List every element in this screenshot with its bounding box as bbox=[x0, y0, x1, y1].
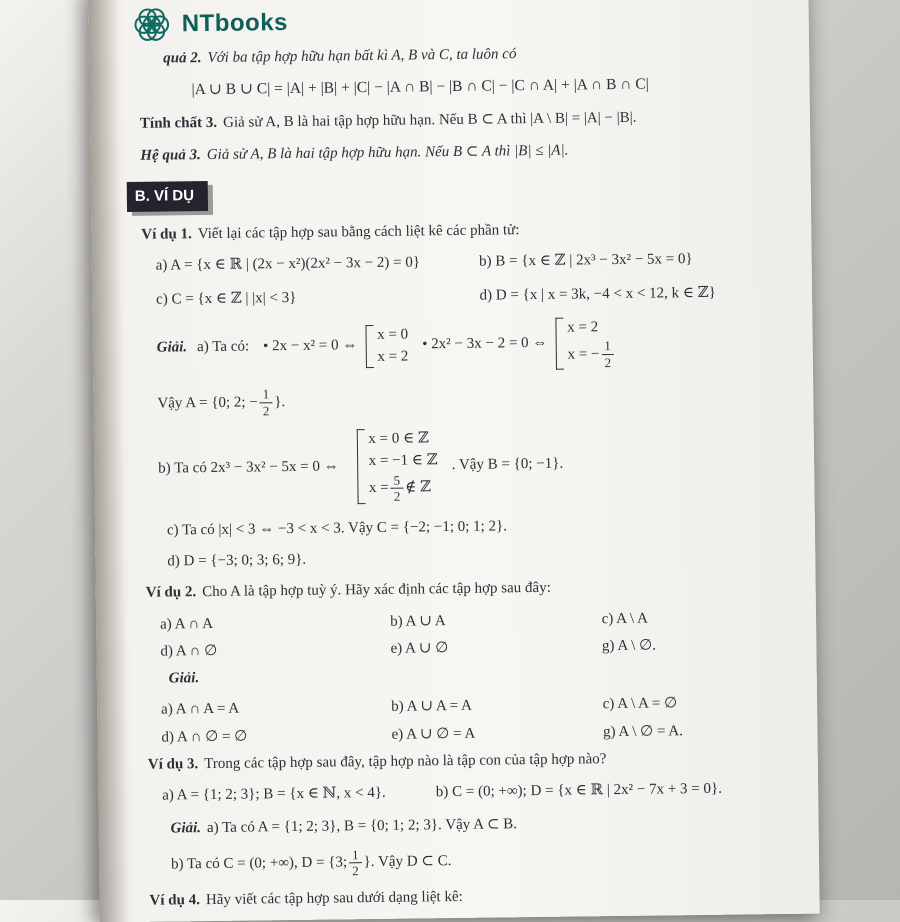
fraction-denominator: 2 bbox=[352, 863, 359, 879]
example-2-ans-c: c) A \ A = ∅ bbox=[602, 695, 678, 713]
example-1-solution-d: d) D = {−3; 0; 3; 6; 9}. bbox=[167, 551, 307, 570]
example-1-label: Ví dụ 1. bbox=[141, 226, 192, 243]
fraction-numerator: 5 bbox=[391, 472, 404, 489]
case-line: x = 2 bbox=[567, 318, 599, 336]
example-3-solution-a-text: a) Ta có A = {1; 2; 3}, B = {0; 1; 2; 3}. Vậy A ⊂ B. bbox=[206, 816, 518, 837]
union-cardinality-formula: |A ∪ B ∪ C| = |A| + |B| + |C| − |A ∩ B| − |B ∩ C| − |C ∩ A| + |A ∩ B ∩ C| bbox=[191, 75, 649, 99]
case-line-post: ∉ ℤ bbox=[405, 479, 432, 497]
ntbooks-logo-text: NTbooks bbox=[181, 8, 289, 38]
solution-b-tail: . Vậy B = {0; −1}. bbox=[451, 455, 564, 473]
property-3-label: Tính chất 3. bbox=[139, 115, 218, 133]
result-a-post: }. bbox=[274, 393, 286, 411]
corollary-2-text: Với ba tập hợp hữu hạn bất kì A, B và C, ta luôn có bbox=[207, 46, 517, 66]
example-1-item-a: a) A = {x ∈ ℝ | (2x − x²)(2x² − 3x − 2) = 0} bbox=[155, 254, 421, 274]
equation-2: • 2x² − 3x − 2 = 0 ⇔ bbox=[422, 335, 548, 353]
example-2-q-a: a) A ∩ A bbox=[159, 615, 214, 633]
solution-label: Giải. bbox=[168, 670, 200, 687]
example-1-solution-b bbox=[144, 423, 781, 508]
example-2-q-c: c) A \ A bbox=[601, 610, 649, 627]
section-b-header: B. VÍ DỤ bbox=[127, 181, 209, 212]
example-1-items-row-2 bbox=[142, 281, 778, 312]
corollary-2-line bbox=[139, 40, 775, 71]
solution-b-pre: b) Ta có 2x³ − 3x² − 5x = 0 ⇔ bbox=[158, 458, 339, 477]
example-4-title bbox=[149, 882, 785, 913]
cases-bracket-1 bbox=[365, 323, 409, 369]
example-3-solution-b-post: }. Vậy D ⊂ C. bbox=[363, 853, 452, 871]
fraction-denominator: 2 bbox=[604, 354, 612, 371]
fraction-one-half bbox=[601, 338, 614, 370]
example-2-answers-row-1 bbox=[147, 691, 783, 722]
example-2-ans-d: d) A ∩ ∅ = ∅ bbox=[161, 728, 248, 746]
example-2-solution-label bbox=[147, 660, 783, 691]
case-line-pre: x = bbox=[368, 480, 389, 497]
example-2-title bbox=[146, 574, 782, 605]
case-line bbox=[567, 338, 616, 371]
case-line bbox=[369, 472, 438, 505]
equation-group-1 bbox=[263, 323, 409, 370]
example-1-title bbox=[141, 216, 777, 247]
example-2-questions-row-2 bbox=[146, 633, 782, 664]
example-1-item-c: c) C = {x ∈ ℤ | |x| < 3} bbox=[156, 289, 297, 308]
example-2-answers-row-2 bbox=[147, 719, 783, 750]
example-2-ans-a: a) A ∩ A = A bbox=[161, 700, 240, 718]
example-4-label: Ví dụ 4. bbox=[149, 891, 201, 909]
case-line: x = 0 ∈ ℤ bbox=[368, 429, 429, 447]
corollary-2-label: quả 2. bbox=[163, 50, 202, 67]
solution-a-lead bbox=[157, 336, 250, 360]
book-page bbox=[88, 0, 819, 922]
example-2-ans-e: e) A ∪ ∅ = A bbox=[391, 725, 476, 743]
example-3-items-row bbox=[148, 777, 784, 808]
example-2-text: Cho A là tập hợp tuỳ ý. Hãy xác định các tập hợp sau đây: bbox=[202, 580, 551, 601]
result-a-pre: Vậy A = {0; 2; − bbox=[157, 394, 258, 412]
example-3-solution-b-pre: b) Ta có C = (0; +∞), D = {3; bbox=[170, 854, 348, 873]
fraction-numerator: 1 bbox=[260, 387, 273, 404]
example-1-result-a bbox=[143, 380, 779, 420]
corollary-3-line bbox=[140, 137, 776, 168]
fraction-denominator: 2 bbox=[393, 488, 401, 504]
solution-a-lead-text: a) Ta có: bbox=[197, 338, 250, 356]
example-2-ans-b: b) A ∪ A = A bbox=[391, 698, 472, 716]
cases-bracket-2 bbox=[555, 316, 616, 371]
example-1-items-row-1 bbox=[142, 247, 778, 278]
example-2-label: Ví dụ 2. bbox=[145, 584, 197, 602]
example-1-item-b: b) B = {x ∈ ℤ | 2x³ − 3x² − 5x = 0} bbox=[479, 251, 693, 270]
example-1-item-d: d) D = {x | x = 3k, −4 < x < 12, k ∈ ℤ} bbox=[479, 284, 716, 304]
equation-1: • 2x − x² = 0 ⇔ bbox=[263, 337, 358, 355]
property-3-text: Giả sử A, B là hai tập hợp hữu hạn. Nếu B ⊂ A thì |A \ B| = |A| − |B|. bbox=[222, 110, 637, 132]
fraction-numerator: 1 bbox=[349, 847, 362, 864]
example-3-label: Ví dụ 3. bbox=[147, 755, 199, 773]
equation-group-2 bbox=[422, 316, 616, 373]
page-content bbox=[88, 0, 819, 913]
example-3-item-b: b) C = (0; +∞); D = {x ∈ ℝ | 2x² − 7x + 3 = 0}. bbox=[435, 780, 722, 801]
example-4-text: Hãy viết các tập hợp sau dưới dạng liệt kê: bbox=[205, 888, 463, 908]
fraction-denominator: 2 bbox=[262, 403, 270, 419]
example-2-q-d: d) A ∩ ∅ bbox=[160, 642, 218, 660]
example-2-q-g: g) A \ ∅. bbox=[601, 637, 656, 655]
example-2-ans-g: g) A \ ∅ = A. bbox=[602, 722, 684, 740]
example-3-title bbox=[148, 746, 784, 777]
property-3-line bbox=[140, 105, 776, 136]
case-line: x = −1 ∈ ℤ bbox=[368, 452, 438, 470]
example-3-item-a: a) A = {1; 2; 3}; B = {x ∈ ℕ, x < 4}. bbox=[162, 784, 386, 804]
example-1-solution-c: c) Ta có |x| < 3 ⇔ −3 < x < 3. Vậy C = {−2; −1; 0; 1; 2}. bbox=[166, 518, 508, 539]
example-2-q-b: b) A ∪ A bbox=[390, 612, 446, 630]
example-2-questions-row-1 bbox=[146, 606, 782, 637]
corollary-3-text: Giả sử A, B là hai tập hợp hữu hạn. Nếu B ⊂ A thì |B| ≤ |A|. bbox=[206, 142, 569, 163]
solution-label: Giải. bbox=[170, 820, 202, 837]
example-3-solution-b bbox=[149, 842, 785, 882]
solution-label: Giải. bbox=[156, 339, 188, 357]
case-line-pre: x = − bbox=[567, 346, 600, 363]
example-3-solution-a bbox=[148, 810, 784, 841]
example-2-q-e: e) A ∪ ∅ bbox=[390, 639, 449, 657]
case-line: x = 0 bbox=[377, 326, 409, 343]
fraction-one-half bbox=[349, 847, 362, 879]
fraction-five-halves bbox=[391, 472, 404, 504]
fraction-one-half bbox=[260, 387, 273, 419]
fraction-numerator: 1 bbox=[601, 338, 614, 355]
example-1-text: Viết lại các tập hợp sau bằng cách liệt kê các phần tử: bbox=[197, 222, 520, 243]
case-line: x = 2 bbox=[377, 348, 409, 366]
cases-bracket-3 bbox=[356, 427, 438, 505]
corollary-3-label: Hệ quả 3. bbox=[140, 146, 201, 164]
example-3-text: Trong các tập hợp sau đây, tập hợp nào là tập con của tập hợp nào? bbox=[204, 750, 607, 772]
example-1-solution-a bbox=[142, 314, 779, 376]
